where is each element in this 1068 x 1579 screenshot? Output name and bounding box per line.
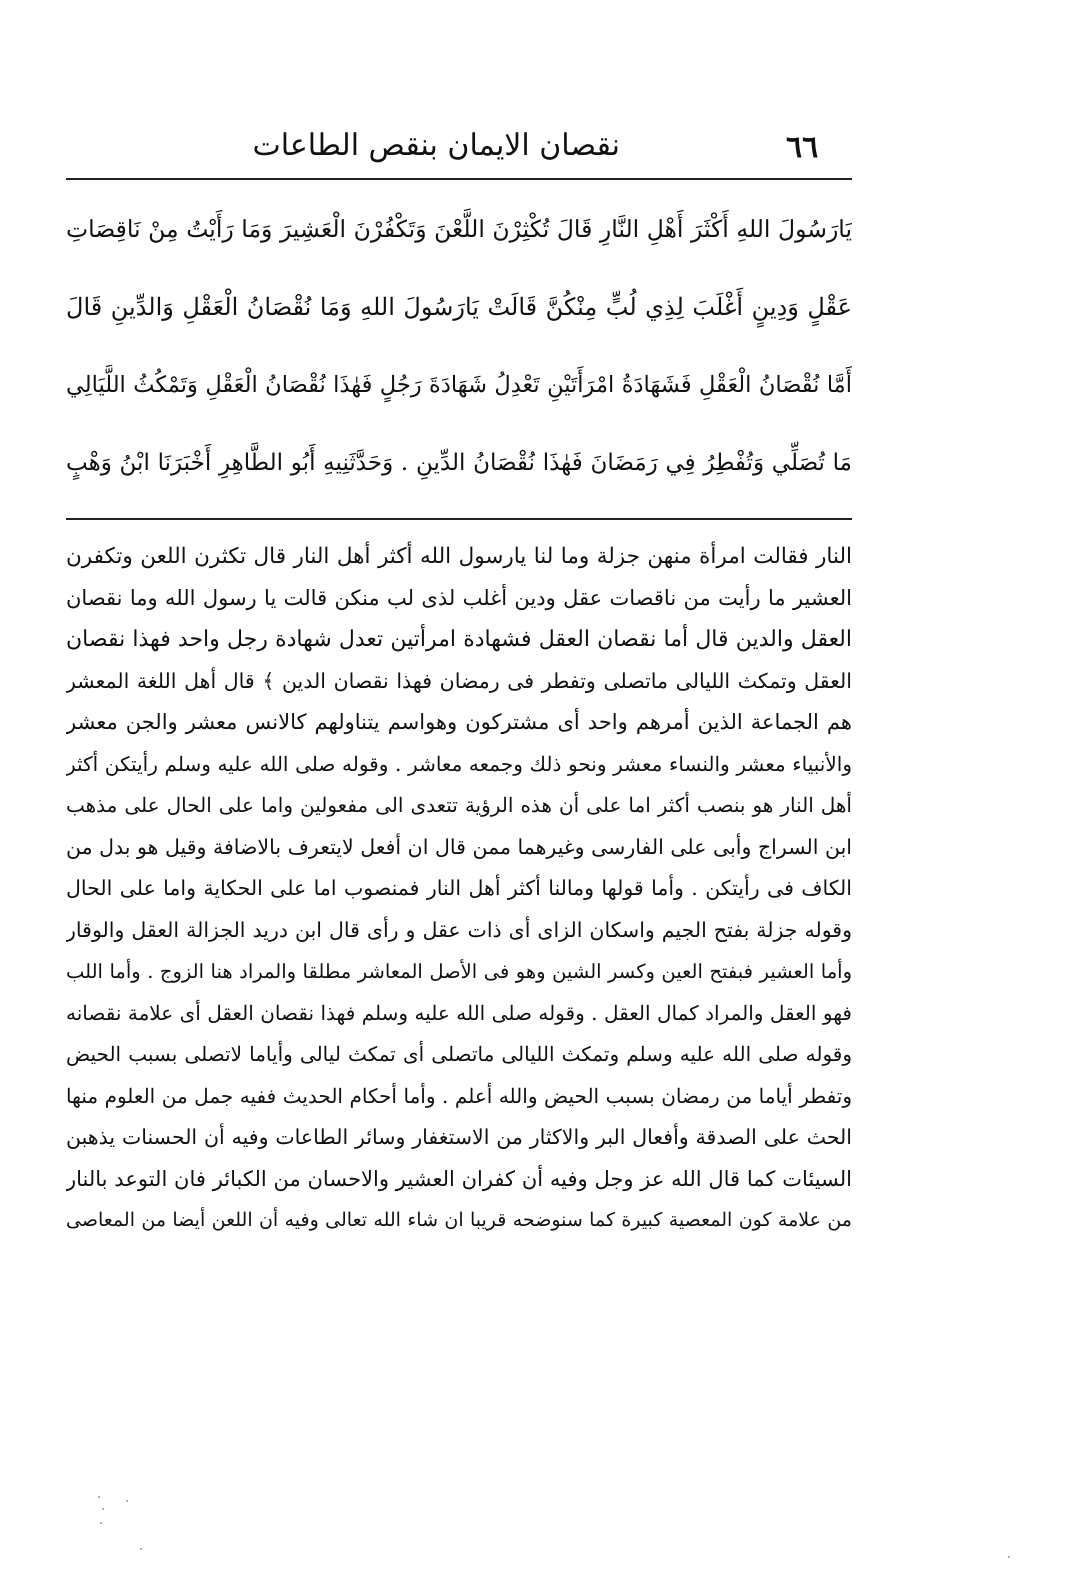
commentary-line: العشير ما رأيت من ناقصات عقل ودين أغلب لذى لب منكن قالت يا رسول الله وما نقصان (66, 585, 852, 610)
commentary-line: وقوله جزلة بفتح الجيم واسكان الزاى أى ذات عقل و رأى قال ابن دريد الجزالة العقل والوقار (66, 917, 852, 942)
commentary-line: الحث على الصدقة وأفعال البر والاكثار من الاستغفار وسائر الطاعات وفيه أن الحسنات يذهبن (66, 1125, 852, 1149)
hadith-line: يَارَسُولَ اللهِ أَكْثَرَ أَهْلِ النَّارِ قَالَ تُكْثِرْنَ اللَّعْنَ وَتَكْفُرْنَ الْعَشِيرَ وَمَا رَأَيْتُ مِنْ نَاقِصَاتِ (66, 215, 852, 243)
running-header-title: نقصان الايمان بنقص الطاعات (252, 128, 620, 163)
commentary-line: العقل والدين قال أما نقصان العقل فشهادة امرأتين تعدل شهادة رجل واحد فهذا نقصان (66, 627, 852, 652)
hadith-line: مَا تُصَلِّي وَتُفْطِرُ فِي رَمَضَانَ فَهٰذَا نُقْصَانُ الدِّينِ . وَحَدَّثَنِيهِ أَبُو الطَّاهِرِ أَخْبَرَنَا ابْنُ وَهْبٍ (66, 450, 852, 476)
commentary-line: ابن السراج وأبى على الفارسى وغيرهما ممن قال ان أفعل لايتعرف بالاضافة وقيل هو بدل من (66, 834, 852, 859)
hadith-text (66, 190, 852, 502)
header-rule (66, 178, 852, 180)
commentary-line: الكاف فى رأيتكن . وأما قولها ومالنا أكثر أهل النار فمنصوب اما على الحكاية واما على الحال (66, 876, 852, 900)
scan-speck (126, 1500, 128, 1502)
commentary-line: السيئات كما قال الله عز وجل وفيه أن كفران العشير والاحسان من الكبائر فان التوعد بالنار (66, 1166, 852, 1191)
commentary-text (66, 536, 852, 1372)
commentary-line: هم الجماعة الذين أمرهم واحد أى مشتركون وهواسم يتناولهم كالانس معشر والجن معشر (66, 710, 852, 734)
commentary-line: العقل وتمكث الليالى ماتصلى وتفطر فى رمضان فهذا نقصان الدين ﴾ قال أهل اللغة المعشر (66, 668, 852, 693)
commentary-line: والأنبياء معشر والنساء معشر ونحو ذلك وجمعه معاشر . وقوله صلى الله عليه وسلم رأيتكن أكثر (66, 751, 852, 776)
scan-speck (100, 1522, 102, 1524)
page-number: ٦٦ (786, 130, 819, 165)
commentary-line: وأما العشير فبفتح العين وكسر الشين وهو فى الأصل المعاشر مطلقا والمراد هنا الزوج . وأما اللب (66, 960, 852, 983)
section-divider (66, 518, 852, 520)
scan-speck (1008, 1556, 1010, 1558)
running-header (66, 118, 850, 178)
commentary-line: النار فقالت امرأة منهن جزلة وما لنا يارسول الله أكثر أهل النار قال تكثرن اللعن وتكفرن (66, 544, 852, 569)
scan-speck (102, 1508, 104, 1510)
commentary-line: وقوله صلى الله عليه وسلم وتمكث الليالى ماتصلى أى تمكث ليالى وأياما لاتصلى بسبب الحيض (66, 1042, 852, 1066)
commentary-line: فهو العقل والمراد كمال العقل . وقوله صلى الله عليه وسلم فهذا نقصان العقل أى علامة نقصانه (66, 1000, 852, 1025)
commentary-line: من علامة كون المعصية كبيرة كما سنوضحه قريبا ان شاء الله تعالى وفيه أن اللعن أيضا من المعاصى (66, 1209, 852, 1231)
commentary-line: وتفطر أياما من رمضان بسبب الحيض والله أعلم . وأما أحكام الحديث ففيه جمل من العلوم منها (66, 1083, 852, 1108)
hadith-line: عَقْلٍ وَدِينٍ أَغْلَبَ لِذِي لُبٍّ مِنْكُنَّ قَالَتْ يَارَسُولَ اللهِ وَمَا نُقْصَانُ الْعَقْلِ وَالدِّينِ قَالَ (66, 293, 852, 321)
commentary-line: أهل النار هو بنصب أكثر اما على أن هذه الرؤية تتعدى الى مفعولين واما على الحال على مذهب (66, 793, 852, 817)
scan-speck (98, 1496, 100, 1498)
hadith-line: أَمَّا نُقْصَانُ الْعَقْلِ فَشَهَادَةُ امْرَأَتَيْنِ تَعْدِلُ شَهَادَةَ رَجُلٍ فَهٰذَا نُقْصَانُ الْعَقْلِ وَتَمْكُثُ اللَّيَالِي (66, 372, 852, 398)
scan-speck (140, 1548, 142, 1550)
